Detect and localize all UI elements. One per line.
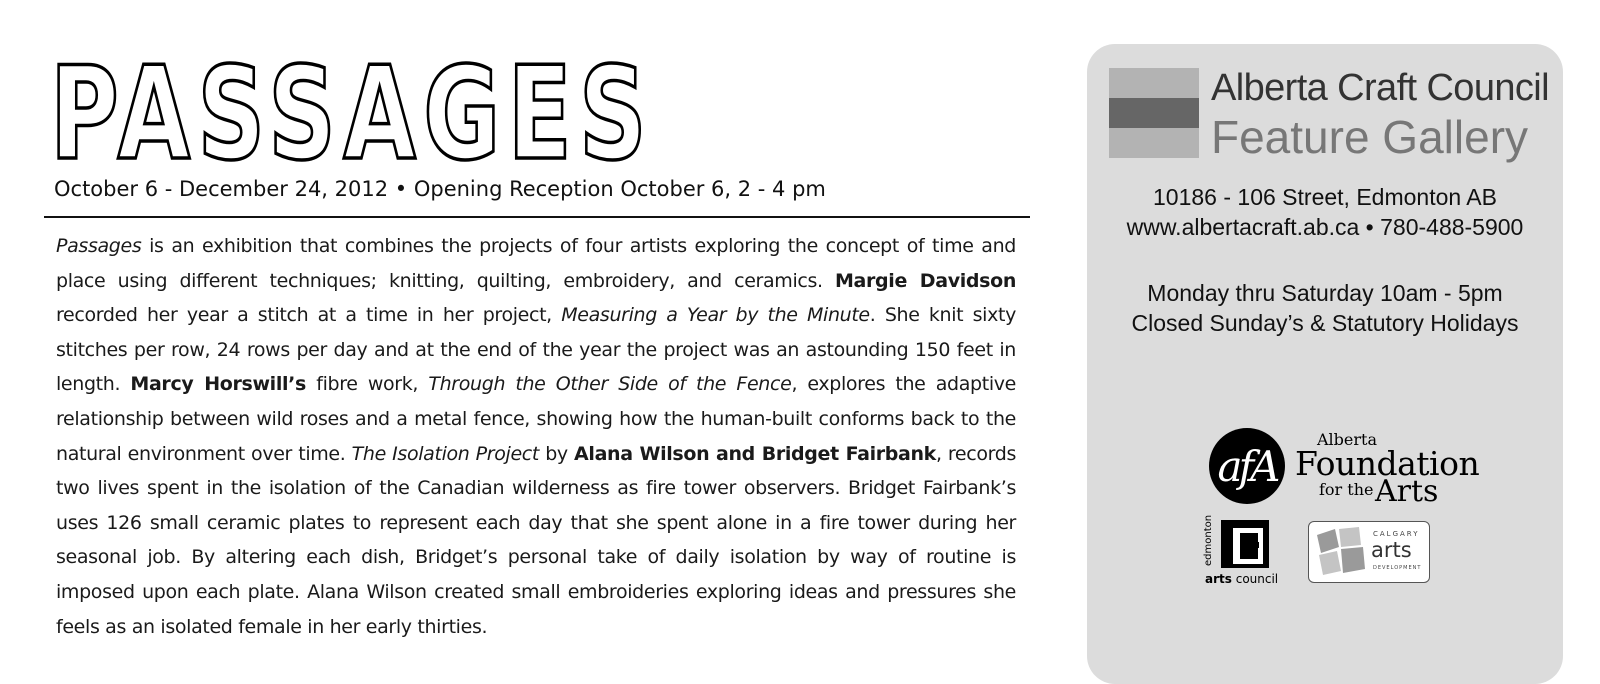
cad-bottom-text: DEVELOPMENT	[1373, 565, 1422, 571]
afa-line-for-the: for the	[1319, 480, 1374, 499]
gallery-name: Alberta Craft Council	[1211, 67, 1549, 109]
gallery-web-phone: www.albertacraft.ab.ca • 780-488-5900	[1126, 214, 1524, 240]
exhibition-dates: October 6 - December 24, 2012 • Opening Reception October 6, 2 - 4 pm	[54, 177, 826, 201]
eac-vertical-text: edmonton	[1203, 514, 1214, 566]
gallery-subtitle: Feature Gallery	[1211, 111, 1529, 163]
acc-logo-band-top	[1109, 68, 1199, 98]
calgary-arts-development-logo	[1308, 521, 1430, 583]
divider-rule	[44, 216, 1030, 218]
acc-logo-icon	[1109, 68, 1199, 158]
gallery-info-panel	[1087, 44, 1563, 684]
cad-mark-icon	[1313, 525, 1369, 579]
afa-line-arts: Arts	[1375, 474, 1439, 509]
afa-logo	[1209, 428, 1480, 509]
cad-top-text: CALGARY	[1373, 530, 1420, 538]
gallery-closed: Closed Sunday’s & Statutory Holidays	[1131, 310, 1519, 336]
exhibition-title-text: PASSAGES	[50, 52, 654, 174]
afa-mark-icon: afA	[1209, 428, 1285, 504]
acc-logo-band-bottom	[1109, 128, 1199, 158]
exhibition-title	[48, 52, 748, 174]
eac-name: arts council	[1205, 572, 1279, 586]
afa-line-foundation: Foundation	[1295, 444, 1480, 483]
gallery-address: 10186 - 106 Street, Edmonton AB	[1153, 184, 1497, 210]
acc-logo-band-middle	[1109, 98, 1199, 128]
afa-line-alberta: Alberta	[1317, 430, 1377, 449]
eac-mark-icon	[1221, 520, 1269, 568]
edmonton-arts-council-logo	[1203, 514, 1295, 592]
cad-main-text: arts	[1371, 538, 1412, 562]
gallery-hours: Monday thru Saturday 10am - 5pm	[1147, 280, 1503, 306]
exhibition-description: Passages is an exhibition that combines the projects of four artists exploring the concept of time and place using different techniques; knitting, quilting, embroidery, and ceramics. Margie Davidson recorded her year a stitch at a time in her project, Measuring a Year by the Minute. She knit sixty stitches per row, 24 rows per day and at the end of the year the project was an astounding 150 feet in length. Marcy Horswill’s fibre work, Through the Other Side of the Fence, explores the adaptive relationship between wild roses and a metal fence, showing how the human-built conforms back to the natural environment over time. The Isolation Project by Alana Wilson and Bridget Fairbank, records two lives spent in the isolation of the Canadian wilderness as fire tower observers. Bridget Fairbank’s uses 126 small ceramic plates to represent each day that she spent alone in a fire tower during her seasonal job. By altering each dish, Bridget’s personal take of daily isolation by way of routine is imposed upon each plate. Alana Wilson created small embroideries exploring ideas and pressures she feels as an isolated female in her early thirties.	[56, 235, 1017, 638]
